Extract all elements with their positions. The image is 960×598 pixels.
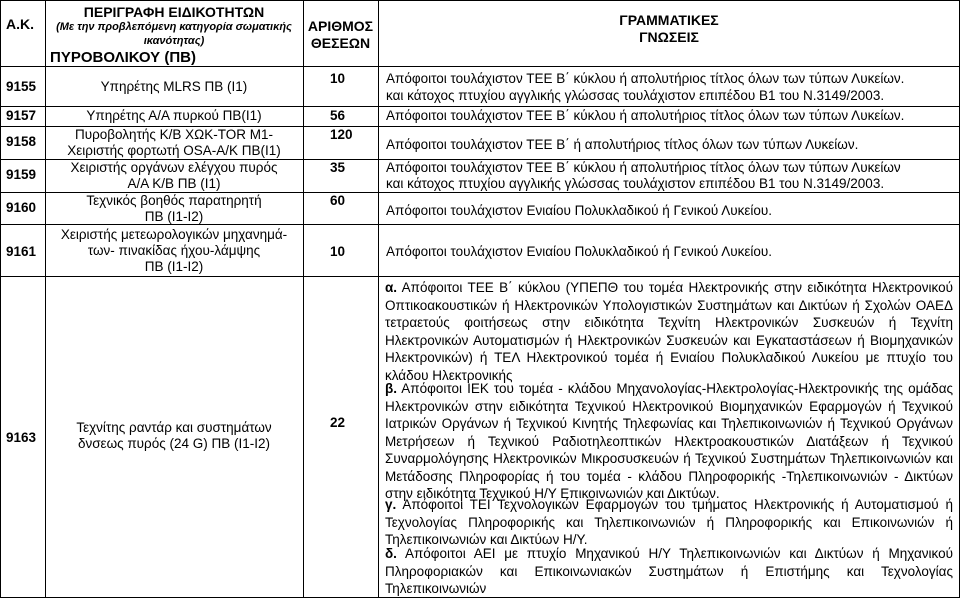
- req-c-text: Απόφοιτοι ΤΕΙ Τεχνολογικών Εφαρμογών του τμήματος Ηλεκτρονικής ή Αυτοματισμού ή Τεχνολογίας Πληροφορικής και Τηλεπικοινωνιών ή Πληροφορικής και Επικοινωνιών ή Τηλεπικοινωνιών και Δικτύων Η/Υ.: [385, 497, 953, 547]
- row-9159-req-1: Απόφοιτοι τουλάχιστον ΤΕΕ Β΄ κύκλου ή απολυτήριος τίτλος όλων των τύπων Λυκείων: [386, 160, 901, 175]
- req-b-label: β.: [385, 381, 397, 396]
- row-9163-desc-2: δνσεως πυρός (24 G) ΠΒ (Ι1-Ι2): [77, 436, 271, 451]
- row-9155-code: 9155: [6, 79, 37, 94]
- row-9163-req-d: [385, 545, 953, 598]
- header-desc-note-text: (Με την προβλεπόμενη κατηγορία σωματικής ικανότητας): [56, 21, 292, 47]
- req-a-label: α.: [385, 280, 398, 295]
- row-9158-code: 9158: [6, 134, 37, 149]
- row-9163-req-b: [385, 380, 953, 503]
- req-d-text: Απόφοιτοι ΑΕΙ με πτυχίο Μηχανικού Η/Υ Τηλεπικοινωνιών και Δικτύων ή Μηχανικού Πληροφοριακών και Επικοινωνιακών Συστημάτων ή Επιστήμης και Τεχνολογίας Τηλεπικοινωνιών: [385, 546, 953, 596]
- row-9160-desc-2: ΠΒ (Ι1-Ι2): [144, 209, 204, 224]
- header-desc-note: [45, 20, 303, 48]
- row-9157-req-1: Απόφοιτοι τουλάχιστον ΤΕΕ Β΄ κύκλου ή απολυτήριος τίτλος όλων των τύπων Λυκείων.: [386, 108, 905, 123]
- row-9160-req-1: Απόφοιτοι τουλάχιστον Ενιαίου Πολυκλαδικού ή Γενικού Λυκείου.: [386, 203, 773, 218]
- row-9159-req-2: και κάτοχος πτυχίου αγγλικής γλώσσας τουλάχιστον επιπέδου Β1 του Ν.3149/2003.: [386, 176, 885, 191]
- rule-header-bottom: [0, 66, 960, 67]
- row-9160-desc-1: Τεχνικός βοηθός παρατηρητή: [86, 193, 262, 208]
- row-9160-count: 60: [330, 193, 346, 208]
- row-9161-count: 10: [330, 244, 346, 259]
- req-a-text: Απόφοιτοι ΤΕΕ Β΄ κύκλου (ΥΠΕΠΘ του τομέα Ηλεκτρονικής στην ειδικότητα Ηλεκτρονικού Οπτικοακουστικών ή Ηλεκτρονικών Υπολογιστικών Συστημάτων και Δικτύων ή Σχολών ΟΑΕΔ τετραετούς φοιτήσεως στην ειδικότητα Τεχνίτη Ηλεκτρονικών Συσκευών ή Τεχνίτη Ηλεκτρονικών Αυτοματισμών ή Ηλεκτρονικών Συσκευών και Εγκαταστάσεων ή Βιομηχανικών Ηλεκτρονικών) ή ΤΕΛ Ηλεκτρονικού τομέα ή Ενιαίου Πολυκλαδικού Λυκείου με πτυχίο του κλάδου Ηλεκτρονικής: [385, 280, 953, 383]
- header-req-line2: ΓΝΩΣΕΙΣ: [639, 29, 699, 45]
- row-9157-count: 56: [330, 108, 346, 123]
- header-count-line2: ΘΕΣΕΩΝ: [310, 35, 371, 51]
- row-9158-count: 120: [330, 127, 353, 142]
- row-9161-desc-1: Χειριστής μετεωρολογικών μηχανημά-: [60, 227, 288, 242]
- rule-9161-bottom: [0, 276, 960, 277]
- header-desc-title: ΠΕΡΙΓΡΑΦΗ ΕΙΔΙΚΟΤΗΤΩΝ: [83, 4, 265, 20]
- row-9158-req-1: Απόφοιτοι τουλάχιστον ΤΕΕ Β΄ ή απολυτήριος τίτλος όλων των τύπων Λυκείων.: [386, 137, 859, 152]
- header-code: Α.Κ.: [6, 16, 34, 32]
- row-9161-req-1: Απόφοιτοι τουλάχιστον Ενιαίου Πολυκλαδικού ή Γενικού Λυκείου.: [386, 244, 773, 259]
- rule-col2: [303, 0, 304, 598]
- rule-section-bottom: [0, 106, 960, 107]
- rule-top: [0, 0, 960, 1]
- row-9163-desc-1: Τεχνίτης ραντάρ και συστημάτων: [76, 420, 272, 435]
- row-9159-desc-2: Α/Α Κ/Β ΠΒ (Ι1): [127, 176, 221, 191]
- row-9161-code: 9161: [6, 244, 37, 259]
- row-9161-desc-2: των- πινακίδας ήχου-λάμψης: [87, 243, 261, 258]
- row-9159-code: 9159: [6, 167, 37, 182]
- req-c-label: γ.: [385, 497, 397, 512]
- row-9159-count: 35: [330, 160, 346, 175]
- row-9160-code: 9160: [6, 200, 37, 215]
- rule-left: [0, 0, 1, 598]
- row-9158-desc-2: Χειριστής φορτωτή OSA-A/K ΠΒ(Ι1): [67, 143, 281, 158]
- row-9163-req-a: [385, 279, 953, 384]
- rule-col3: [378, 0, 379, 598]
- row-9155-req-1: Απόφοιτοι τουλάχιστον ΤΕΕ Β΄ κύκλου ή απολυτήριος τίτλος όλων των τύπων Λυκείων.: [386, 71, 905, 86]
- row-9157-desc: Υπηρέτης Α/Α πυρκού ΠΒ(Ι1): [86, 108, 262, 123]
- row-9155-count: 10: [330, 71, 346, 86]
- row-9163-code: 9163: [6, 430, 37, 445]
- row-9155-desc: Υπηρέτης MLRS ΠΒ (Ι1): [100, 79, 248, 94]
- row-9163-req-c: [385, 496, 953, 549]
- req-b-text: Απόφοιτοι ΙΕΚ του τομέα - κλάδου Μηχανολογίας-Ηλεκτρολογίας-Ηλεκτρονικής της ομάδας Ηλεκτρονικών στην ειδικότητα Τεχνικού Ηλεκτρονικού Βιομηχανικών Εφαρμογών ή Τεχνικού Ιατρικών Οργάνων ή Τεχνικού Κινητής Τηλεφωνίας και Τηλεπικοινωνιών ή Τεχνικού Οργάνων Μετρήσεων ή Τεχνικού Ραδιοτηλεοπτικών Ηλεκτροακουστικών Διατάξεων ή Τεχνικού Συναρμολόγησης Ηλεκτρονικών Μικροσυσκευών ή Τεχνικού Συστημάτων Τηλεπικοινωνιών και Μετάδοσης Πληροφορίας ή του τομέα - κλάδου Πληροφορικής -Τηλεπικοινωνιών - Δικτύων στην ειδικότητα Τεχνικού Η/Υ Επικοινωνιών και Δικτύων.: [385, 381, 953, 501]
- row-9159-desc-1: Χειριστής οργάνων ελέγχου πυρός: [70, 160, 278, 175]
- req-d-label: δ.: [385, 546, 397, 561]
- row-9155-req-2: και κάτοχος πτυχίου αγγλικής γλώσσας τουλάχιστον επιπέδου Β1 του Ν.3149/2003.: [386, 88, 885, 103]
- row-9157-code: 9157: [6, 108, 37, 123]
- header-count-line1: ΑΡΙΘΜΟΣ: [307, 18, 374, 34]
- section-title: ΠΥΡΟΒΟΛΙΚΟΥ (ΠΒ): [50, 49, 197, 66]
- row-9163-count: 22: [330, 415, 346, 430]
- header-req-line1: ΓΡΑΜΜΑΤΙΚΕΣ: [619, 12, 719, 28]
- row-9161-desc-3: ΠΒ (Ι1-Ι2): [144, 259, 204, 274]
- row-9158-desc-1: Πυροβολητής Κ/Β ΧΩΚ-TOR M1-: [74, 127, 274, 142]
